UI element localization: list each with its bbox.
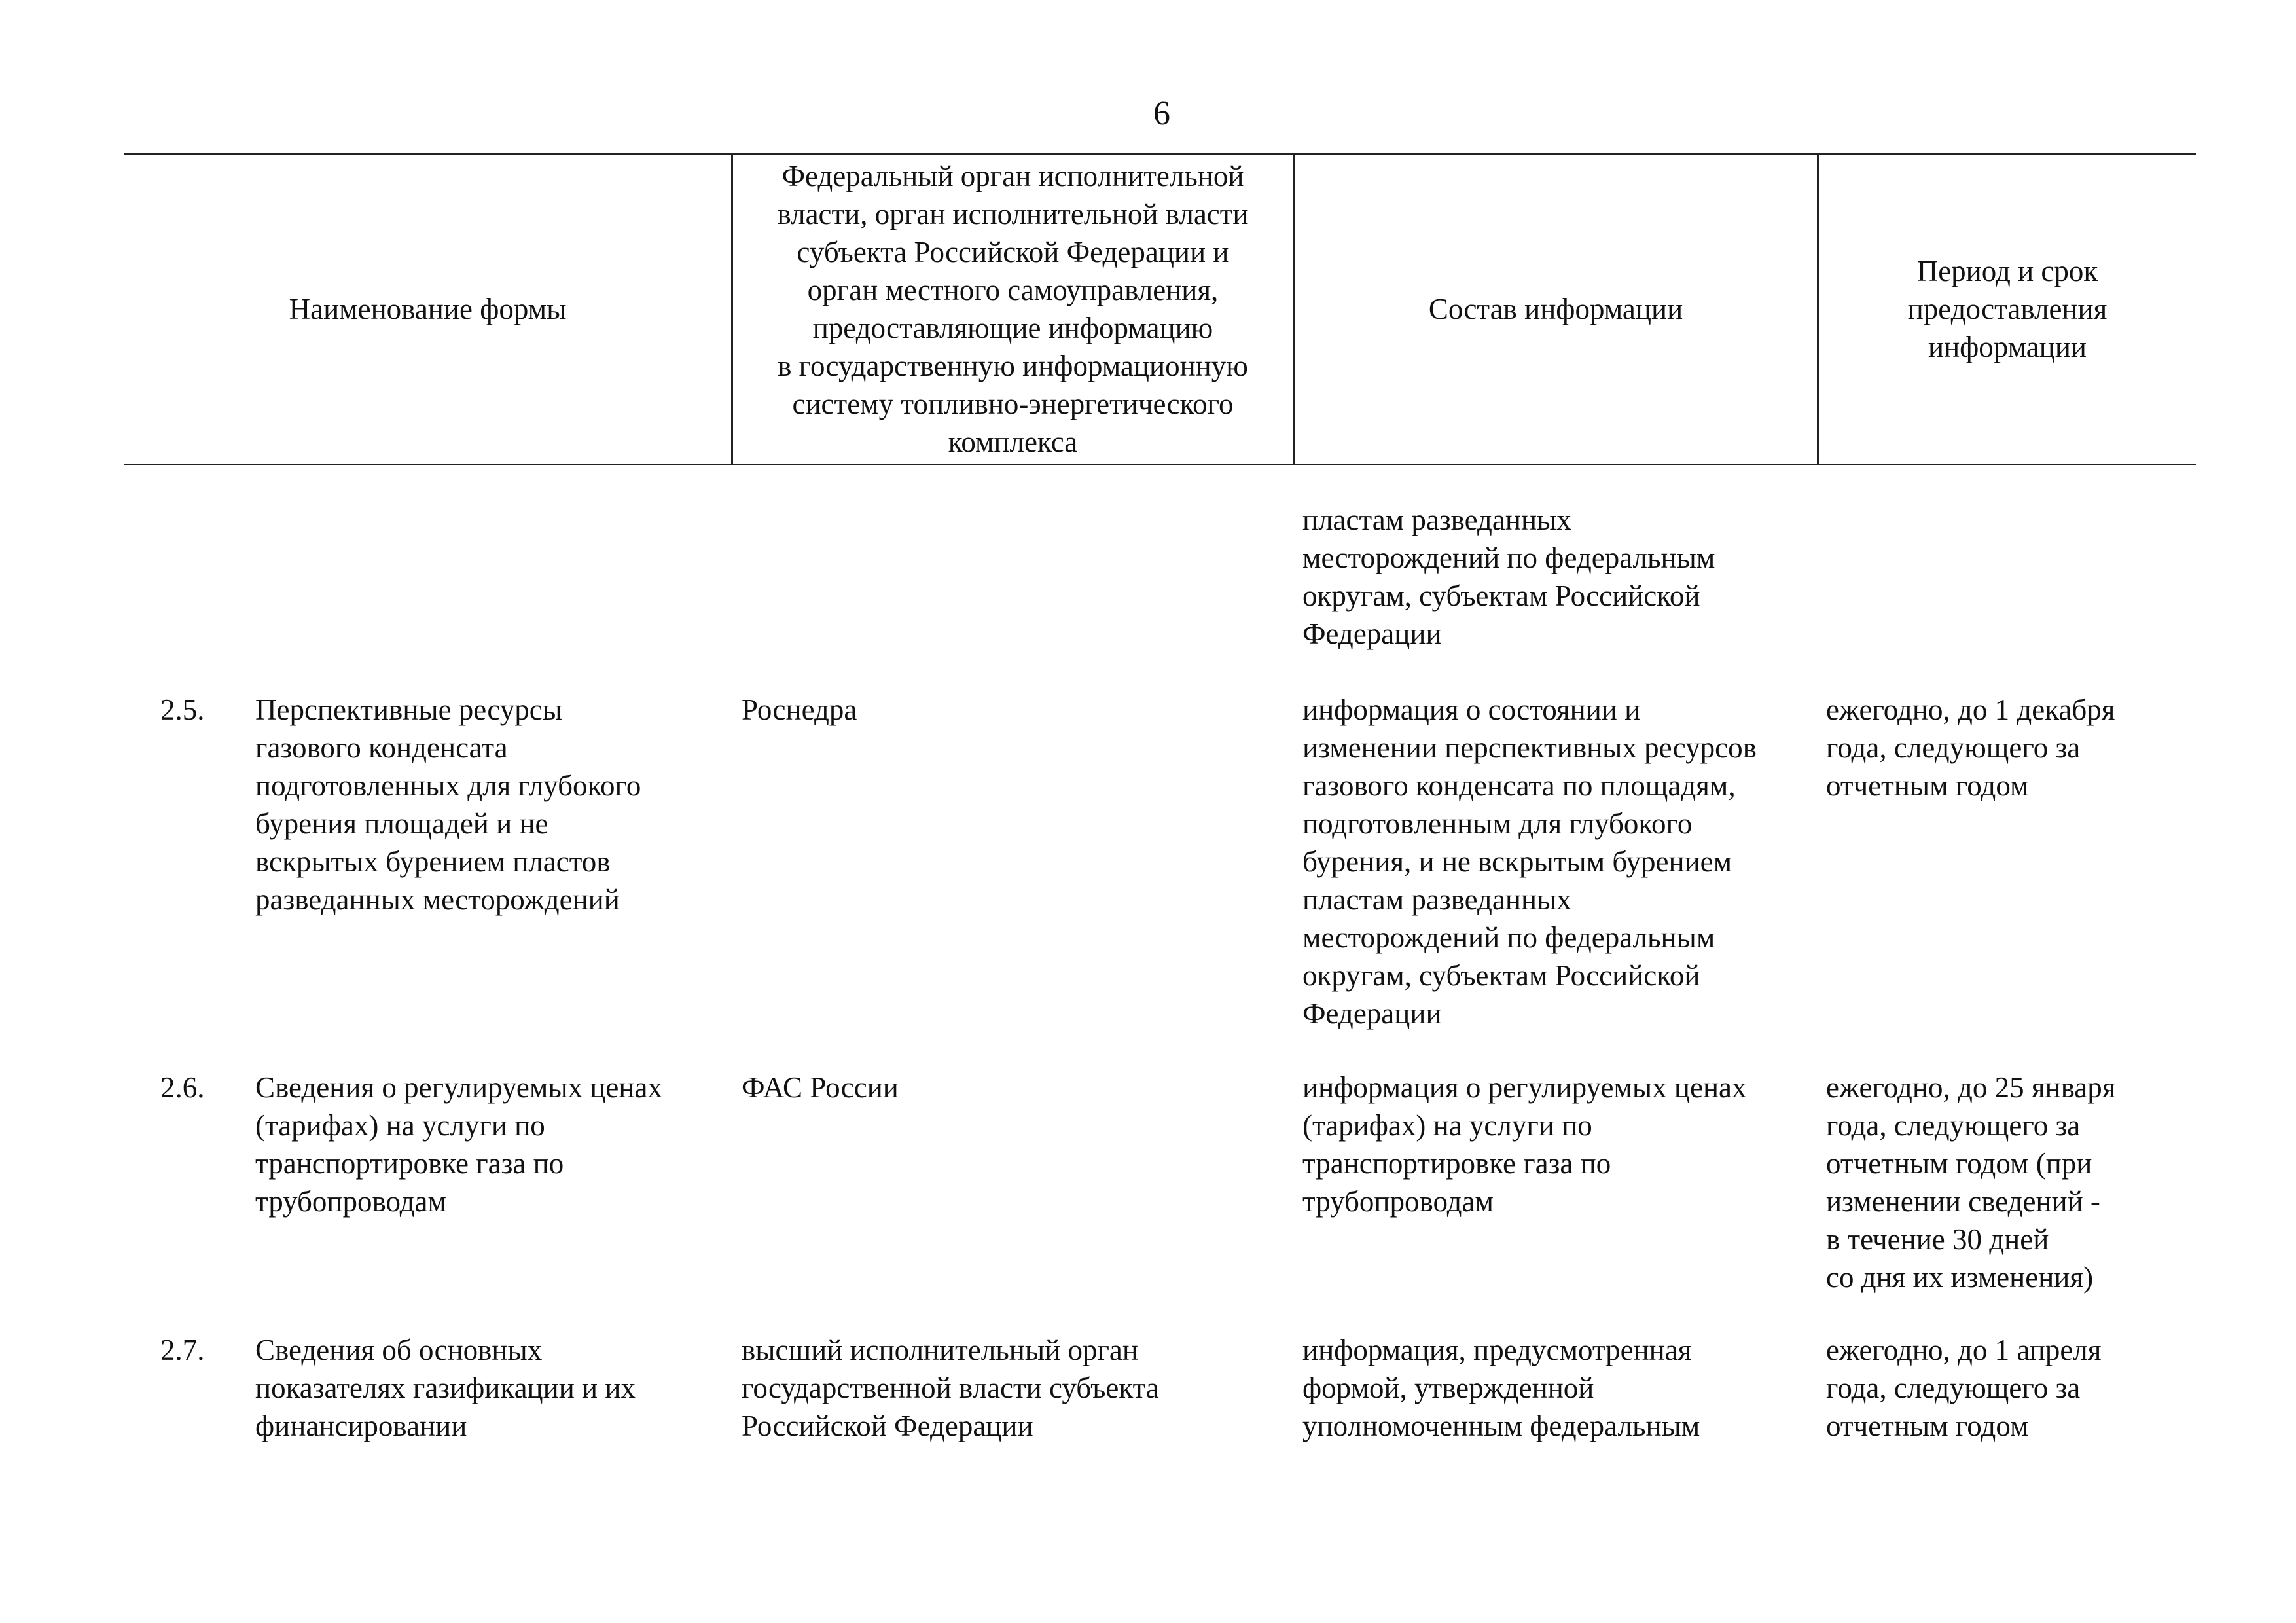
authority-cell: высший исполнительный орган государственной власти субъекта Российской Федерации <box>742 1334 1159 1442</box>
row-number: 2.6. <box>160 1071 205 1104</box>
form-name-cell: Перспективные ресурсы газового конденсата подготовленных для глубокого бурения площадей и не вскрытых бурением пластов разведанных месторождений <box>255 693 641 916</box>
form-name-cell: Сведения о регулируемых ценах (тарифах) на услуги по транспортировке газа по трубопроводам <box>255 1071 662 1218</box>
info-cell: информация о состоянии и изменении перспективных ресурсов газового конденсата по площадям, подготовленным для глубокого бурения, и не вскрытым бурением пластам разведанных месторождений по федеральным округам, субъектам Российской Федерации <box>1302 693 1757 1030</box>
info-cell: информация, предусмотренная формой, утвержденной уполномоченным федеральным <box>1302 1334 1700 1442</box>
period-cell: ежегодно, до 1 апреля года, следующего за отчетным годом <box>1826 1334 2102 1442</box>
header-period: Период и срок предоставления информации <box>1907 255 2108 363</box>
authority-cell: ФАС России <box>742 1071 899 1104</box>
header-form-name: Наименование формы <box>289 293 567 325</box>
continuation-info-cell: пластам разведанных месторождений по федеральным округам, субъектам Российской Федерации <box>1302 503 1715 650</box>
form-name-cell: Сведения об основных показателях газификации и их финансировании <box>255 1334 636 1442</box>
period-cell: ежегодно, до 1 декабря года, следующего за отчетным годом <box>1826 693 2115 802</box>
row-number: 2.5. <box>160 693 205 726</box>
header-info-content: Состав информации <box>1428 293 1683 325</box>
header-authority: Федеральный орган исполнительной власти, орган исполнительной власти субъекта Российской Федерации и орган местного самоуправления, предоставляющие информацию в государственную информационную систему топливно-энергетического комплекса <box>777 160 1249 458</box>
table-header-bottom-border <box>124 464 2196 465</box>
row-number: 2.7. <box>160 1334 205 1366</box>
authority-cell: Роснедра <box>742 693 857 726</box>
page-number: 6 <box>1153 95 1170 132</box>
info-cell: информация о регулируемых ценах (тарифах) на услуги по транспортировке газа по трубопроводам <box>1302 1071 1747 1218</box>
period-cell: ежегодно, до 25 января года, следующего за отчетным годом (при изменении сведений - в течение 30 дней со дня их изменения) <box>1826 1071 2116 1294</box>
